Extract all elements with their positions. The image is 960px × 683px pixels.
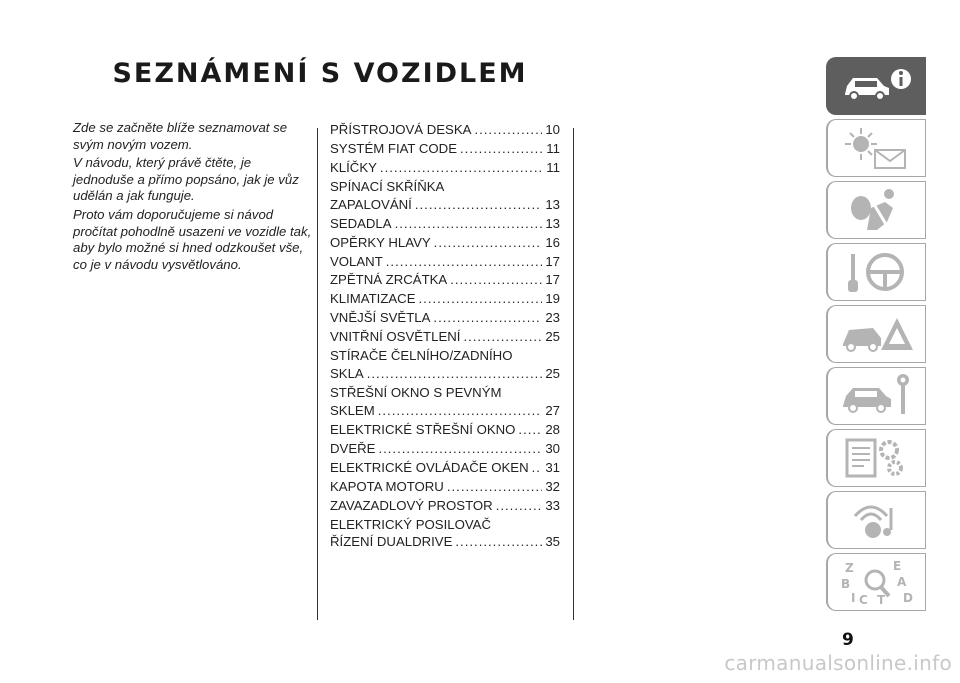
intro-paragraph: Zde se začněte blíže seznamovat se svým novým vozem.: [73, 120, 288, 152]
toc-entry-title: VNĚJŠÍ SVĚTLA: [330, 310, 431, 326]
toc-page-number: 10: [545, 122, 560, 137]
toc-leader-dots: [463, 328, 542, 346]
toc-leader-dots: [460, 140, 543, 158]
toc-leader-dots: [395, 215, 543, 233]
toc-page-number: 25: [545, 329, 560, 345]
toc-entry[interactable]: [330, 290, 560, 308]
toc-leader-dots: [450, 271, 542, 289]
page-title: SEZNÁMENÍ S VOZIDLEM: [112, 58, 528, 89]
toc-leader-dots: [380, 159, 543, 177]
toc-entry-title: KLÍČKY: [330, 159, 377, 175]
toc-entry[interactable]: [330, 421, 560, 439]
index-letter: A: [896, 575, 906, 589]
watermark: carmanualsonline.info: [724, 651, 952, 675]
table-of-contents: [330, 121, 560, 552]
toc-entry[interactable]: [330, 159, 560, 177]
toc-entry[interactable]: [330, 121, 560, 139]
toc-entry-title-line: STÍRAČE ČELNÍHO/ZADNÍHO: [330, 348, 513, 364]
intro-text: [73, 120, 313, 275]
toc-page-number: 31: [545, 459, 560, 475]
column-divider: [573, 128, 574, 620]
toc-page-number: 23: [545, 310, 560, 326]
toc-page-number: 33: [545, 497, 560, 513]
tab-safety[interactable]: [826, 181, 926, 239]
toc-page-number: 25: [545, 366, 560, 382]
airbag-seatbelt-icon: [837, 186, 917, 234]
toc-entry-title-line: STŘEŠNÍ OKNO S PEVNÝM: [330, 385, 502, 400]
toc-entry[interactable]: [330, 309, 560, 327]
toc-entry[interactable]: [330, 459, 560, 477]
toc-entry-title: ZAVAZADLOVÝ PROSTOR: [330, 497, 493, 513]
toc-entry-title: SYSTÉM FIAT CODE: [330, 140, 458, 156]
toc-page-number: 19: [545, 291, 560, 307]
toc-page-number: 13: [545, 196, 560, 212]
toc-entry-title: SKLA: [330, 366, 364, 382]
tab-multimedia[interactable]: [826, 491, 926, 549]
emergency-triangle-icon: [837, 310, 917, 358]
toc-page-number: 27: [545, 402, 560, 418]
tab-index[interactable]: [826, 553, 926, 611]
toc-entry-title: SKLEM: [330, 402, 375, 418]
tab-warning-lights[interactable]: [826, 119, 926, 177]
car-info-icon: [837, 62, 917, 110]
toc-entry-title: OPĚRKY HLAVY: [330, 234, 431, 250]
toc-page-number: 11: [546, 140, 560, 156]
toc-entry[interactable]: [330, 384, 560, 419]
toc-entry[interactable]: [330, 347, 560, 382]
toc-entry-title: DVEŘE: [330, 440, 376, 456]
toc-entry-title-line: ELEKTRICKÝ POSILOVAČ: [330, 516, 491, 532]
toc-entry[interactable]: [330, 234, 560, 252]
toc-entry[interactable]: [330, 328, 560, 346]
toc-entry[interactable]: [330, 478, 560, 496]
toc-page-number: 17: [545, 253, 560, 269]
toc-entry[interactable]: [330, 178, 560, 213]
toc-page-number: 30: [545, 440, 560, 456]
toc-leader-dots: [378, 440, 542, 458]
multimedia-icon: [837, 496, 917, 544]
toc-entry[interactable]: [330, 516, 560, 551]
tab-emergency[interactable]: [826, 305, 926, 363]
technical-data-icon: [837, 434, 917, 482]
toc-page-number: 16: [545, 234, 560, 250]
toc-leader-dots: [455, 533, 542, 551]
toc-page-number: 13: [545, 215, 560, 231]
toc-entry-title: VNITŘNÍ OSVĚTLENÍ: [330, 329, 461, 345]
toc-leader-dots: [415, 196, 542, 214]
index-letter: B: [840, 577, 850, 591]
column-divider: [317, 128, 318, 620]
toc-page-number: 11: [546, 159, 560, 175]
toc-page-number: 32: [545, 478, 560, 494]
index-letter: D: [902, 591, 913, 605]
toc-leader-dots: [474, 121, 542, 139]
toc-entry-title: ŘÍZENÍ DUALDRIVE: [330, 534, 453, 550]
index-letter: E: [892, 559, 901, 573]
toc-entry-title: ZAPALOVÁNÍ: [330, 196, 412, 212]
key-steering-icon: [837, 248, 917, 296]
toc-leader-dots: [386, 253, 543, 271]
car-maintenance-icon: [837, 372, 917, 420]
toc-entry[interactable]: [330, 271, 560, 289]
toc-page-number: 17: [545, 272, 560, 288]
toc-leader-dots: [447, 478, 543, 496]
index-letter: Z: [844, 561, 854, 575]
index-letter: T: [876, 593, 885, 606]
toc-entry-title: ELEKTRICKÉ STŘEŠNÍ OKNO: [330, 421, 516, 437]
toc-entry-title: ELEKTRICKÉ OVLÁDAČE OKEN: [330, 459, 529, 475]
tab-technical-data[interactable]: [826, 429, 926, 487]
toc-entry[interactable]: [330, 440, 560, 458]
toc-entry[interactable]: [330, 497, 560, 515]
toc-leader-dots: [419, 290, 543, 308]
toc-entry-title: KAPOTA MOTORU: [330, 478, 444, 494]
warning-lights-icon: [837, 124, 917, 172]
toc-leader-dots: [433, 309, 542, 327]
toc-entry-title: SEDADLA: [330, 215, 392, 231]
index-letter: I: [850, 591, 855, 605]
toc-leader-dots: [378, 402, 543, 420]
intro-paragraph: V návodu, který právě čtěte, je jednoduše a přímo popsáno, jak je vůz udělán a jak funguje.: [73, 155, 299, 204]
toc-page-number: 35: [545, 534, 560, 550]
toc-entry-title-line: SPÍNACÍ SKŘÍŇKA: [330, 178, 445, 194]
toc-entry-title: VOLANT: [330, 253, 383, 269]
toc-entry-title: KLIMATIZACE: [330, 291, 416, 307]
toc-entry[interactable]: [330, 140, 560, 158]
page-number: 9: [842, 630, 854, 650]
alphabetical-index-icon: [837, 558, 917, 606]
intro-paragraph: Proto vám doporučujeme si návod pročítat pohodlně usazeni ve vozidle tak, aby bylo možné si hned odzkoušet vše, co je v návodu vysvětlováno.: [73, 206, 312, 272]
toc-leader-dots: [518, 421, 542, 439]
tab-maintenance[interactable]: [826, 367, 926, 425]
toc-page-number: 28: [545, 421, 560, 437]
toc-entry[interactable]: [330, 253, 560, 271]
tab-starting[interactable]: [826, 243, 926, 301]
toc-entry[interactable]: [330, 215, 560, 233]
toc-leader-dots: [367, 365, 543, 383]
toc-leader-dots: [496, 497, 543, 515]
toc-entry-title: ZPĚTNÁ ZRCÁTKA: [330, 272, 448, 288]
toc-entry-title: PŘÍSTROJOVÁ DESKA: [330, 122, 472, 137]
index-letter: C: [858, 593, 868, 606]
toc-leader-dots: [434, 234, 543, 252]
toc-leader-dots: [532, 459, 543, 477]
tab-car-info[interactable]: [826, 57, 926, 115]
